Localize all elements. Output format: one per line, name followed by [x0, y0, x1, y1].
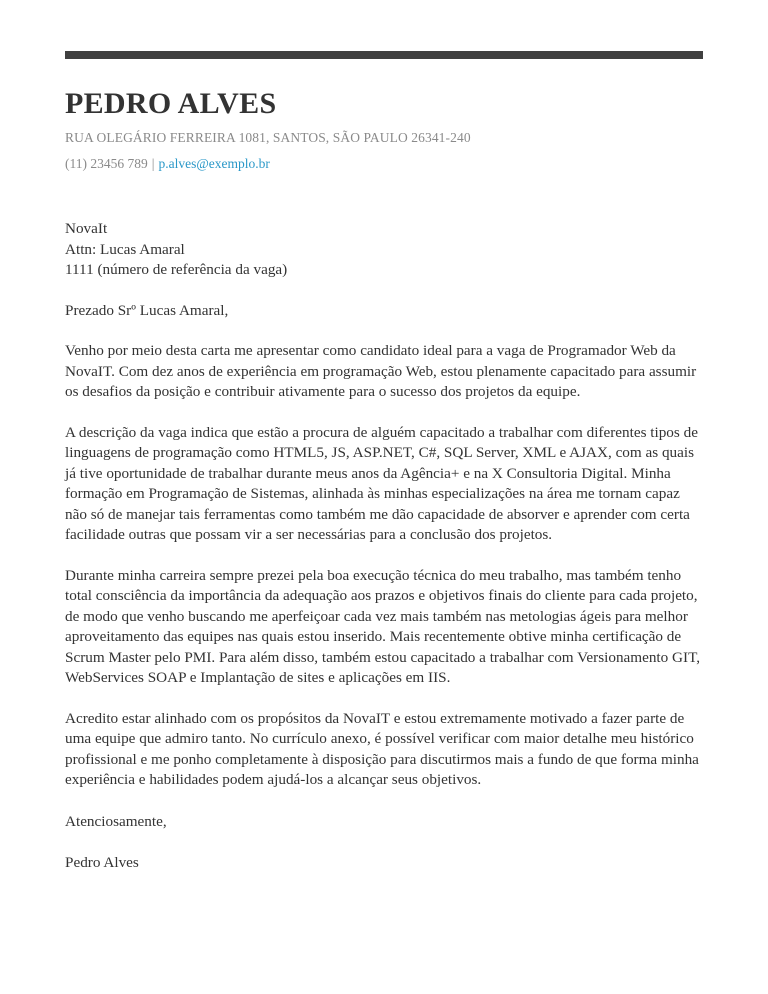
- closing-salutation: Atenciosamente,: [65, 812, 167, 830]
- recipient-attn: Attn: Lucas Amaral: [65, 240, 185, 258]
- applicant-name: PEDRO ALVES: [65, 87, 277, 120]
- applicant-address: RUA OLEGÁRIO FERREIRA 1081, SANTOS, SÃO PAULO 26341-240: [65, 130, 471, 145]
- paragraph-skills: A descrição da vaga indica que estão a procura de alguém capacitado a trabalhar com diferentes tipos de linguagens de programação como HTML5, JS, ASP.NET, C#, SQL Server, XML e AJAX, com as quais já tive oportunidade de trabalhar durante meus anos da Agência+ e na X Consultoria Digital. Minha formação em Programação de Sistemas, alinhada às minhas especializações na área me tornam capaz não só de manejar tais ferramentas como também me dão capacidade de absorver e aprender com certa facilidade outras que possam vir a ser necessárias para a conclusão dos projetos.: [65, 423, 698, 543]
- signature-name: Pedro Alves: [65, 854, 139, 871]
- recipient-company: NovaIt: [65, 220, 108, 237]
- email-link[interactable]: p.alves@exemplo.br: [158, 156, 270, 171]
- letter-body: [65, 219, 705, 874]
- paragraph-career: Durante minha carreira sempre prezei pela boa execução técnica do meu trabalho, mas também tenho total consciência da importância da adequação aos prazos e objetivos finais do cliente para cada projeto, de modo que venho buscando me aperfeiçoar cada vez mais também nas metologias ágeis para melhor aproveitamento das equipes nas quais estou inserido. Mais recentemente obtive minha certificação de Scrum Master pelo PMI. Para além disso, também estou capacitado a trabalhar com Versionamento GIT, WebServices SOAP e Implantação de sites e aplicações em IIS.: [65, 566, 701, 686]
- contact-separator: |: [151, 156, 155, 171]
- paragraph-intro: Venho por meio desta carta me apresentar como candidato ideal para a vaga de Programador Web da NovaIT. Com dez anos de experiência em programação Web, estou plenamente capacitado para assumir os desafios da posição e contribuir ativamente para o sucesso dos projetos da equipe.: [65, 342, 697, 400]
- header-top-bar: [65, 51, 703, 59]
- greeting: Prezado Srº Lucas Amaral,: [65, 301, 229, 319]
- paragraph-closing: Acredito estar alinhado com os propósitos da NovaIT e estou extremamente motivado a fazer parte de uma equipe que admiro tanto. No currículo anexo, é possível verificar com maior detalhe meu histórico profissional e me ponho completamente à disposição para discutirmos mais a fundo de que forma minha experiência e habilidades podem ajudá-los a alcançar seus objetivos.: [65, 709, 699, 788]
- recipient-block: [65, 219, 705, 281]
- phone-number: (11) 23456 789: [65, 156, 148, 171]
- contact-line: [65, 155, 270, 173]
- job-reference: 1111 (número de referência da vaga): [65, 261, 288, 278]
